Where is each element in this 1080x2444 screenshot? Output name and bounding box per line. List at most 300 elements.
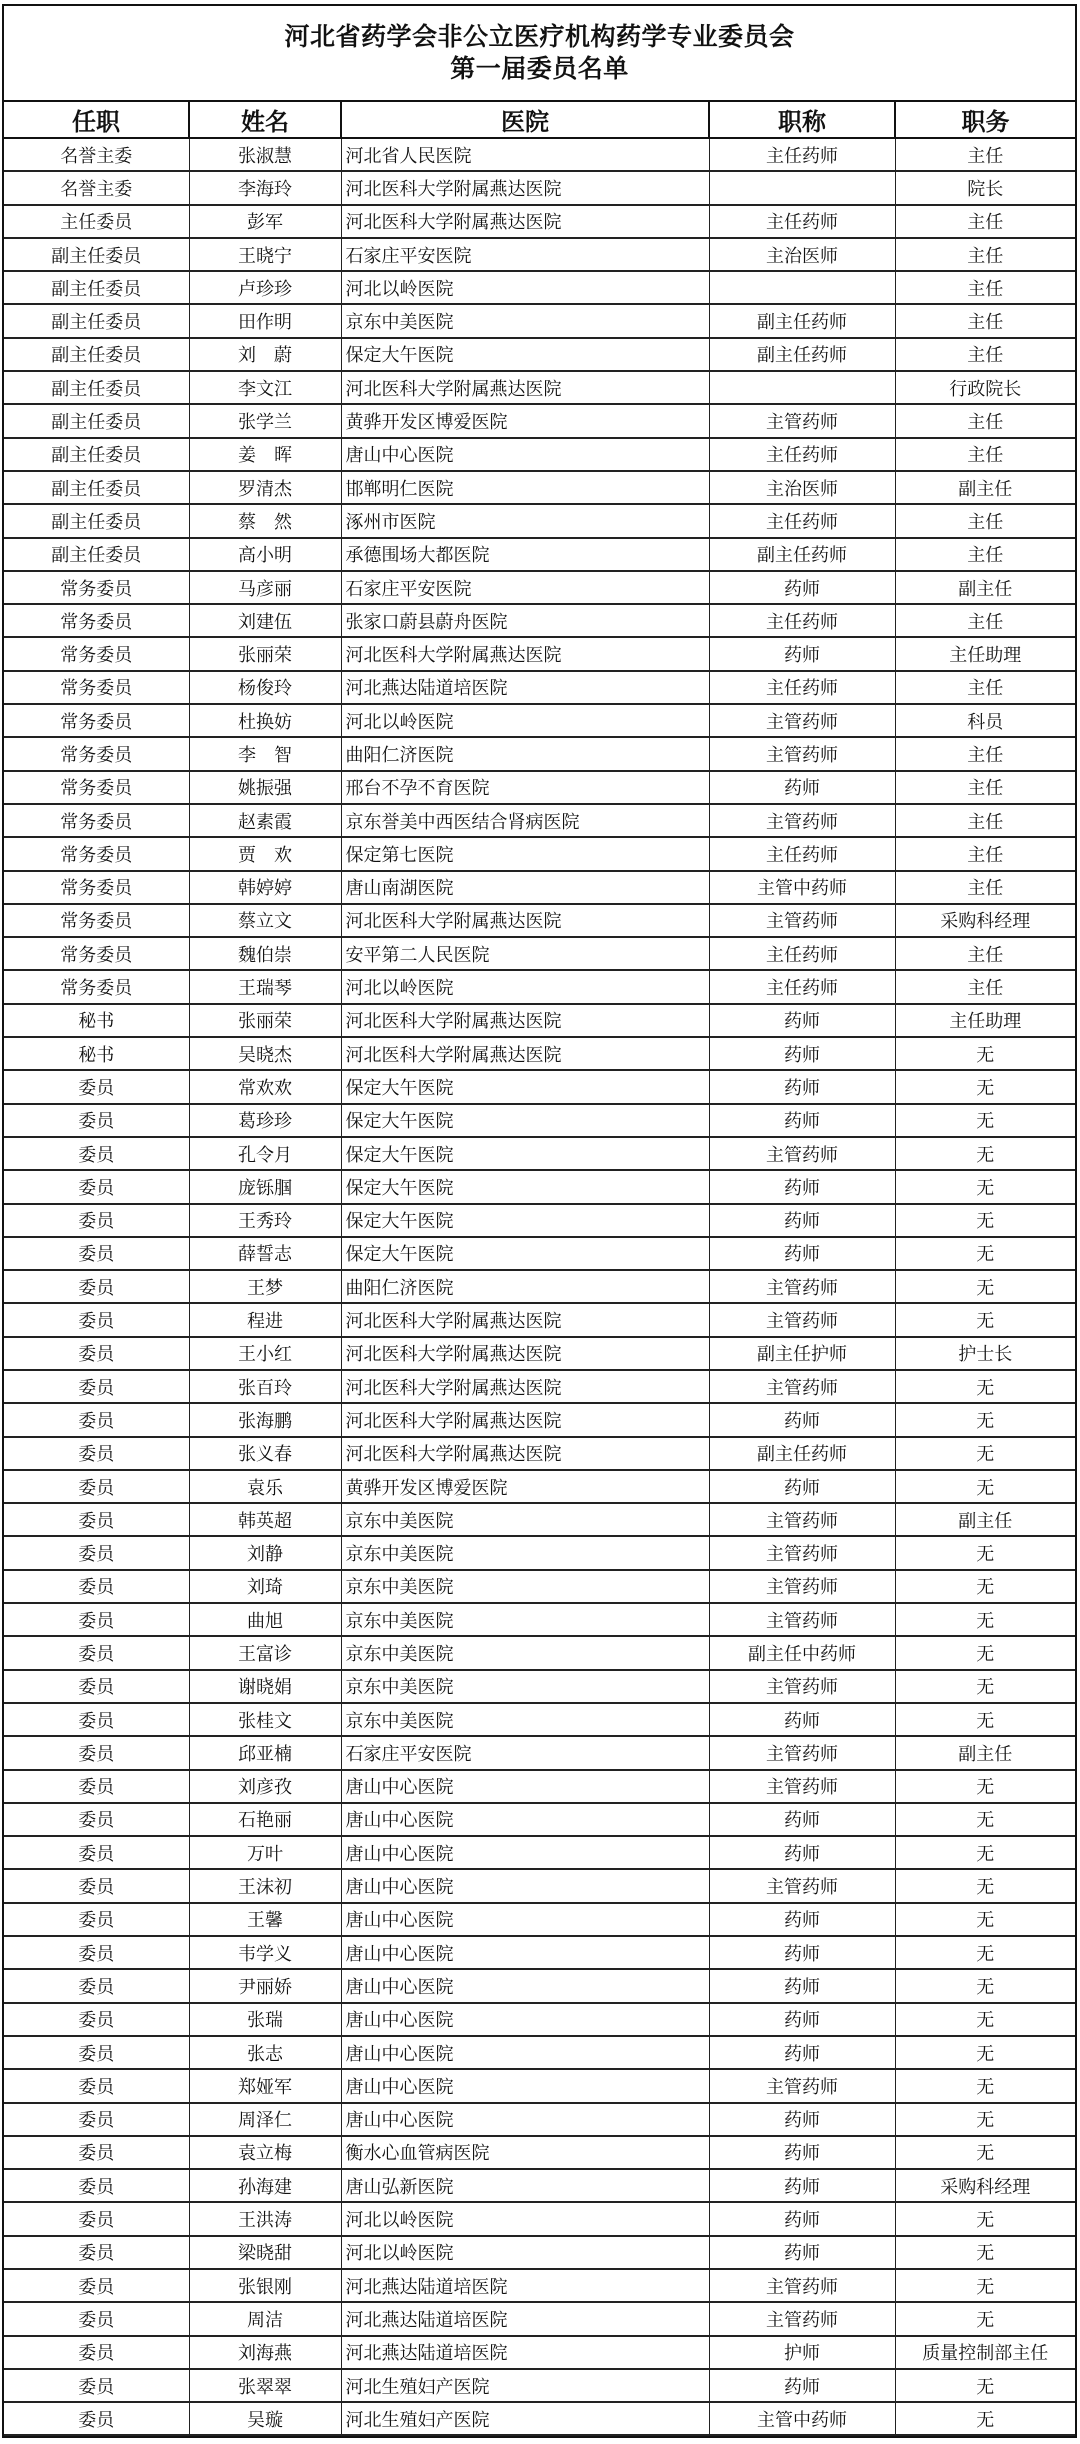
appointment-cell: 常务委员 — [4, 804, 189, 837]
name-cell: 周洁 — [189, 2302, 341, 2335]
appointment-cell: 委员 — [4, 1237, 189, 1270]
title-cell: 药师 — [709, 1936, 895, 1969]
title-cell: 副主任药师 — [709, 304, 895, 337]
table-row — [4, 304, 1075, 337]
title-cell: 主任药师 — [709, 970, 895, 1003]
title-cell: 主任药师 — [709, 138, 895, 171]
hospital-cell: 唐山弘新医院 — [341, 2169, 709, 2202]
name-cell: 邱亚楠 — [189, 1736, 341, 1769]
hospital-cell: 河北燕达陆道培医院 — [341, 2302, 709, 2335]
hospital-cell: 河北以岭医院 — [341, 2236, 709, 2269]
table-row — [4, 404, 1075, 437]
hospital-cell: 河北医科大学附属燕达医院 — [341, 171, 709, 204]
title-cell: 药师 — [709, 2369, 895, 2402]
hospital-cell: 保定大午医院 — [341, 1070, 709, 1103]
title-cell: 药师 — [709, 2236, 895, 2269]
hospital-cell: 河北医科大学附属燕达医院 — [341, 1337, 709, 1370]
title-cell: 主管药师 — [709, 1137, 895, 1170]
title-cell: 药师 — [709, 1170, 895, 1203]
hospital-cell: 唐山中心医院 — [341, 2036, 709, 2069]
appointment-cell: 委员 — [4, 1303, 189, 1336]
header-row — [4, 102, 1075, 138]
position-cell: 无 — [895, 1037, 1075, 1070]
appointment-cell: 委员 — [4, 2136, 189, 2169]
title-cell: 主管药师 — [709, 804, 895, 837]
hospital-cell: 河北医科大学附属燕达医院 — [341, 637, 709, 670]
appointment-cell: 委员 — [4, 1204, 189, 1237]
name-cell: 张银刚 — [189, 2269, 341, 2302]
title-cell: 药师 — [709, 571, 895, 604]
name-cell: 张海鹏 — [189, 1403, 341, 1436]
appointment-cell: 委员 — [4, 1503, 189, 1536]
hospital-cell: 唐山中心医院 — [341, 438, 709, 471]
position-cell: 无 — [895, 1370, 1075, 1403]
title-cell: 药师 — [709, 637, 895, 670]
position-cell: 无 — [895, 1437, 1075, 1470]
title-cell: 药师 — [709, 2136, 895, 2169]
table-row — [4, 937, 1075, 970]
column-header-title: 职称 — [709, 102, 895, 138]
position-cell: 无 — [895, 1137, 1075, 1170]
title-cell: 药师 — [709, 1104, 895, 1137]
position-cell: 主任 — [895, 771, 1075, 804]
appointment-cell: 名誉主委 — [4, 171, 189, 204]
appointment-cell: 副主任委员 — [4, 504, 189, 537]
position-cell: 无 — [895, 1070, 1075, 1103]
name-cell: 贾 欢 — [189, 837, 341, 870]
appointment-cell: 委员 — [4, 1570, 189, 1603]
table-row — [4, 970, 1075, 1003]
hospital-cell: 唐山中心医院 — [341, 2003, 709, 2036]
appointment-cell: 副主任委员 — [4, 238, 189, 271]
table-row — [4, 1170, 1075, 1203]
title-cell: 主管药师 — [709, 2269, 895, 2302]
position-cell: 无 — [895, 2202, 1075, 2235]
title-cell: 副主任中药师 — [709, 1636, 895, 1669]
table-row — [4, 2169, 1075, 2202]
appointment-cell: 副主任委员 — [4, 271, 189, 304]
position-cell: 无 — [895, 1570, 1075, 1603]
name-cell: 王沫初 — [189, 1869, 341, 1902]
appointment-cell: 委员 — [4, 1536, 189, 1569]
name-cell: 张桂文 — [189, 1703, 341, 1736]
appointment-cell: 委员 — [4, 1104, 189, 1137]
title-cell: 药师 — [709, 1836, 895, 1869]
table-row — [4, 2036, 1075, 2069]
title-cell: 主管药师 — [709, 1536, 895, 1569]
position-cell: 主任 — [895, 871, 1075, 904]
name-cell: 姜 晖 — [189, 438, 341, 471]
appointment-cell: 委员 — [4, 1670, 189, 1703]
title-cell: 药师 — [709, 1969, 895, 2002]
title-cell: 副主任药师 — [709, 1437, 895, 1470]
appointment-cell: 委员 — [4, 1403, 189, 1436]
member-table — [4, 102, 1075, 2436]
name-cell: 张瑞 — [189, 2003, 341, 2036]
table-row — [4, 1603, 1075, 1636]
position-cell: 无 — [895, 1836, 1075, 1869]
position-cell: 无 — [895, 1170, 1075, 1203]
appointment-cell: 副主任委员 — [4, 371, 189, 404]
appointment-cell: 主任委员 — [4, 205, 189, 238]
appointment-cell: 委员 — [4, 1270, 189, 1303]
title-cell: 主管药师 — [709, 1770, 895, 1803]
table-row — [4, 2103, 1075, 2136]
hospital-cell: 京东中美医院 — [341, 1570, 709, 1603]
name-cell: 郑娅军 — [189, 2069, 341, 2102]
name-cell: 彭军 — [189, 205, 341, 238]
table-row — [4, 438, 1075, 471]
name-cell: 刘琦 — [189, 1570, 341, 1603]
title-cell: 主任药师 — [709, 504, 895, 537]
hospital-cell: 河北以岭医院 — [341, 2202, 709, 2235]
table-row — [4, 1936, 1075, 1969]
hospital-cell: 唐山中心医院 — [341, 2103, 709, 2136]
hospital-cell: 唐山中心医院 — [341, 1869, 709, 1902]
position-cell: 主任 — [895, 671, 1075, 704]
appointment-cell: 委员 — [4, 1936, 189, 1969]
position-cell: 无 — [895, 2236, 1075, 2269]
title-cell: 副主任护师 — [709, 1337, 895, 1370]
table-row — [4, 205, 1075, 238]
title-cell: 主管药师 — [709, 2069, 895, 2102]
table-row — [4, 471, 1075, 504]
table-row — [4, 138, 1075, 171]
hospital-cell: 河北以岭医院 — [341, 704, 709, 737]
title-cell: 主管药师 — [709, 1270, 895, 1303]
appointment-cell: 委员 — [4, 1703, 189, 1736]
table-row — [4, 1836, 1075, 1869]
table-row — [4, 837, 1075, 870]
appointment-cell: 委员 — [4, 2003, 189, 2036]
hospital-cell: 河北医科大学附属燕达医院 — [341, 1403, 709, 1436]
table-row — [4, 371, 1075, 404]
position-cell: 无 — [895, 1270, 1075, 1303]
position-cell: 无 — [895, 1703, 1075, 1736]
hospital-cell: 保定第七医院 — [341, 837, 709, 870]
title-cell: 药师 — [709, 1070, 895, 1103]
table-row — [4, 2003, 1075, 2036]
hospital-cell: 京东中美医院 — [341, 1703, 709, 1736]
name-cell: 王晓宁 — [189, 238, 341, 271]
name-cell: 常欢欢 — [189, 1070, 341, 1103]
title-cell: 主治医师 — [709, 471, 895, 504]
hospital-cell: 石家庄平安医院 — [341, 238, 709, 271]
position-cell: 科员 — [895, 704, 1075, 737]
title-cell: 主任药师 — [709, 205, 895, 238]
name-cell: 刘建伍 — [189, 604, 341, 637]
hospital-cell: 河北医科大学附属燕达医院 — [341, 1370, 709, 1403]
appointment-cell: 委员 — [4, 1603, 189, 1636]
hospital-cell: 邢台不孕不育医院 — [341, 771, 709, 804]
position-cell: 副主任 — [895, 471, 1075, 504]
title-cell: 主任药师 — [709, 671, 895, 704]
hospital-cell: 保定大午医院 — [341, 1137, 709, 1170]
name-cell: 刘静 — [189, 1536, 341, 1569]
position-cell: 主任 — [895, 504, 1075, 537]
name-cell: 刘海燕 — [189, 2336, 341, 2369]
title-cell: 主任药师 — [709, 937, 895, 970]
table-body — [4, 138, 1075, 2435]
position-cell: 无 — [895, 1104, 1075, 1137]
hospital-cell: 唐山中心医院 — [341, 1836, 709, 1869]
appointment-cell: 委员 — [4, 1969, 189, 2002]
table-row — [4, 1337, 1075, 1370]
name-cell: 王小红 — [189, 1337, 341, 1370]
title-cell: 主任药师 — [709, 438, 895, 471]
position-cell: 无 — [895, 1670, 1075, 1703]
position-cell: 行政院长 — [895, 371, 1075, 404]
table-row — [4, 637, 1075, 670]
appointment-cell: 委员 — [4, 2069, 189, 2102]
table-row — [4, 1636, 1075, 1669]
title-block — [4, 6, 1075, 102]
appointment-cell: 委员 — [4, 1437, 189, 1470]
position-cell: 无 — [895, 1470, 1075, 1503]
position-cell: 无 — [895, 2036, 1075, 2069]
name-cell: 曲旭 — [189, 1603, 341, 1636]
position-cell: 无 — [895, 1903, 1075, 1936]
appointment-cell: 委员 — [4, 2402, 189, 2435]
hospital-cell: 承德围场大都医院 — [341, 538, 709, 571]
hospital-cell: 河北以岭医院 — [341, 271, 709, 304]
name-cell: 张淑慧 — [189, 138, 341, 171]
position-cell: 无 — [895, 2003, 1075, 2036]
title-cell: 药师 — [709, 2202, 895, 2235]
name-cell: 王梦 — [189, 1270, 341, 1303]
title-cell: 主管中药师 — [709, 871, 895, 904]
title-cell — [709, 171, 895, 204]
appointment-cell: 委员 — [4, 1137, 189, 1170]
table-row — [4, 1770, 1075, 1803]
hospital-cell: 河北医科大学附属燕达医院 — [341, 1303, 709, 1336]
table-row — [4, 2336, 1075, 2369]
hospital-cell: 唐山中心医院 — [341, 1770, 709, 1803]
title-cell: 副主任药师 — [709, 338, 895, 371]
position-cell: 无 — [895, 2369, 1075, 2402]
position-cell: 主任 — [895, 970, 1075, 1003]
hospital-cell: 京东中美医院 — [341, 1603, 709, 1636]
column-header-position: 职务 — [895, 102, 1075, 138]
hospital-cell: 保定大午医院 — [341, 1170, 709, 1203]
name-cell: 尹丽娇 — [189, 1969, 341, 2002]
hospital-cell: 唐山中心医院 — [341, 1903, 709, 1936]
hospital-cell: 京东中美医院 — [341, 304, 709, 337]
hospital-cell: 河北医科大学附属燕达医院 — [341, 1037, 709, 1070]
table-row — [4, 2202, 1075, 2235]
name-cell: 袁立梅 — [189, 2136, 341, 2169]
hospital-cell: 河北生殖妇产医院 — [341, 2369, 709, 2402]
table-row — [4, 1670, 1075, 1703]
appointment-cell: 常务委员 — [4, 871, 189, 904]
name-cell: 石艳丽 — [189, 1803, 341, 1836]
hospital-cell: 河北医科大学附属燕达医院 — [341, 1004, 709, 1037]
name-cell: 杨俊玲 — [189, 671, 341, 704]
title-cell: 药师 — [709, 771, 895, 804]
name-cell: 张百玲 — [189, 1370, 341, 1403]
appointment-cell: 副主任委员 — [4, 471, 189, 504]
hospital-cell: 石家庄平安医院 — [341, 571, 709, 604]
name-cell: 袁乐 — [189, 1470, 341, 1503]
position-cell: 主任 — [895, 837, 1075, 870]
hospital-cell: 保定大午医院 — [341, 338, 709, 371]
table-row — [4, 338, 1075, 371]
appointment-cell: 名誉主委 — [4, 138, 189, 171]
position-cell: 无 — [895, 1237, 1075, 1270]
hospital-cell: 唐山中心医院 — [341, 1936, 709, 1969]
hospital-cell: 唐山南湖医院 — [341, 871, 709, 904]
table-row — [4, 1536, 1075, 1569]
title-cell: 药师 — [709, 1903, 895, 1936]
hospital-cell: 曲阳仁济医院 — [341, 1270, 709, 1303]
table-row — [4, 904, 1075, 937]
hospital-cell: 河北医科大学附属燕达医院 — [341, 1437, 709, 1470]
name-cell: 梁晓甜 — [189, 2236, 341, 2269]
position-cell: 主任 — [895, 271, 1075, 304]
position-cell: 无 — [895, 1936, 1075, 1969]
position-cell: 采购科经理 — [895, 2169, 1075, 2202]
appointment-cell: 委员 — [4, 1836, 189, 1869]
name-cell: 姚振强 — [189, 771, 341, 804]
name-cell: 李文江 — [189, 371, 341, 404]
table-row — [4, 1969, 1075, 2002]
hospital-cell: 黄骅开发区博爱医院 — [341, 1470, 709, 1503]
table-row — [4, 1370, 1075, 1403]
name-cell: 庞铄腘 — [189, 1170, 341, 1203]
name-cell: 王馨 — [189, 1903, 341, 1936]
title-cell: 药师 — [709, 2103, 895, 2136]
title-cell: 药师 — [709, 1204, 895, 1237]
name-cell: 张义春 — [189, 1437, 341, 1470]
table-row — [4, 671, 1075, 704]
name-cell: 刘 蔚 — [189, 338, 341, 371]
position-cell: 主任 — [895, 238, 1075, 271]
title-line-2: 第一届委员名单 — [450, 54, 629, 83]
position-cell: 主任 — [895, 737, 1075, 770]
name-cell: 田作明 — [189, 304, 341, 337]
position-cell: 副主任 — [895, 1503, 1075, 1536]
appointment-cell: 委员 — [4, 2036, 189, 2069]
name-cell: 韩婷婷 — [189, 871, 341, 904]
table-row — [4, 271, 1075, 304]
title-cell: 主管药师 — [709, 1503, 895, 1536]
table-row — [4, 1104, 1075, 1137]
hospital-cell: 河北省人民医院 — [341, 138, 709, 171]
title-cell: 药师 — [709, 2036, 895, 2069]
title-cell: 药师 — [709, 1703, 895, 1736]
title-cell: 主管药师 — [709, 1570, 895, 1603]
table-row — [4, 1803, 1075, 1836]
title-cell: 主管药师 — [709, 1736, 895, 1769]
appointment-cell: 委员 — [4, 2336, 189, 2369]
hospital-cell: 唐山中心医院 — [341, 1803, 709, 1836]
hospital-cell: 河北医科大学附属燕达医院 — [341, 371, 709, 404]
position-cell: 主任 — [895, 538, 1075, 571]
appointment-cell: 副主任委员 — [4, 538, 189, 571]
hospital-cell: 涿州市医院 — [341, 504, 709, 537]
appointment-cell: 委员 — [4, 1903, 189, 1936]
appointment-cell: 常务委员 — [4, 671, 189, 704]
name-cell: 王洪涛 — [189, 2202, 341, 2235]
hospital-cell: 京东中美医院 — [341, 1670, 709, 1703]
hospital-cell: 安平第二人民医院 — [341, 937, 709, 970]
table-row — [4, 1137, 1075, 1170]
position-cell: 无 — [895, 1204, 1075, 1237]
table-row — [4, 1736, 1075, 1769]
appointment-cell: 委员 — [4, 1070, 189, 1103]
appointment-cell: 委员 — [4, 1337, 189, 1370]
hospital-cell: 河北燕达陆道培医院 — [341, 671, 709, 704]
hospital-cell: 保定大午医院 — [341, 1104, 709, 1137]
column-header-name: 姓名 — [189, 102, 341, 138]
name-cell: 王秀玲 — [189, 1204, 341, 1237]
table-row — [4, 1403, 1075, 1436]
table-row — [4, 2069, 1075, 2102]
appointment-cell: 常务委员 — [4, 571, 189, 604]
appointment-cell: 常务委员 — [4, 704, 189, 737]
table-row — [4, 771, 1075, 804]
hospital-cell: 曲阳仁济医院 — [341, 737, 709, 770]
title-cell: 主管药师 — [709, 1869, 895, 1902]
appointment-cell: 委员 — [4, 1869, 189, 1902]
hospital-cell: 保定大午医院 — [341, 1204, 709, 1237]
table-row — [4, 238, 1075, 271]
table-row — [4, 571, 1075, 604]
position-cell: 无 — [895, 1869, 1075, 1902]
hospital-cell: 石家庄平安医院 — [341, 1736, 709, 1769]
hospital-cell: 保定大午医院 — [341, 1237, 709, 1270]
title-cell: 主治医师 — [709, 238, 895, 271]
position-cell: 无 — [895, 2136, 1075, 2169]
appointment-cell: 常务委员 — [4, 771, 189, 804]
name-cell: 刘彦孜 — [189, 1770, 341, 1803]
appointment-cell: 委员 — [4, 1636, 189, 1669]
appointment-cell: 委员 — [4, 1470, 189, 1503]
appointment-cell: 委员 — [4, 1370, 189, 1403]
position-cell: 主任 — [895, 304, 1075, 337]
appointment-cell: 委员 — [4, 2302, 189, 2335]
table-row — [4, 1303, 1075, 1336]
table-row — [4, 2236, 1075, 2269]
hospital-cell: 黄骅开发区博爱医院 — [341, 404, 709, 437]
table-row — [4, 737, 1075, 770]
appointment-cell: 委员 — [4, 1803, 189, 1836]
name-cell: 韦学义 — [189, 1936, 341, 1969]
name-cell: 李海玲 — [189, 171, 341, 204]
name-cell: 孔令月 — [189, 1137, 341, 1170]
position-cell: 主任 — [895, 604, 1075, 637]
name-cell: 薛誓志 — [189, 1237, 341, 1270]
member-list-sheet — [2, 4, 1077, 2438]
name-cell: 李 智 — [189, 737, 341, 770]
table-row — [4, 804, 1075, 837]
hospital-cell: 河北医科大学附属燕达医院 — [341, 904, 709, 937]
title-cell: 药师 — [709, 2169, 895, 2202]
title-cell: 主管药师 — [709, 1603, 895, 1636]
table-row — [4, 1470, 1075, 1503]
title-cell: 药师 — [709, 1237, 895, 1270]
table-row — [4, 1570, 1075, 1603]
table-row — [4, 2302, 1075, 2335]
title-cell: 副主任药师 — [709, 538, 895, 571]
hospital-cell: 邯郸明仁医院 — [341, 471, 709, 504]
name-cell: 万叶 — [189, 1836, 341, 1869]
position-cell: 无 — [895, 2103, 1075, 2136]
name-cell: 葛珍珍 — [189, 1104, 341, 1137]
name-cell: 蔡立文 — [189, 904, 341, 937]
table-row — [4, 1237, 1075, 1270]
name-cell: 吴晓杰 — [189, 1037, 341, 1070]
